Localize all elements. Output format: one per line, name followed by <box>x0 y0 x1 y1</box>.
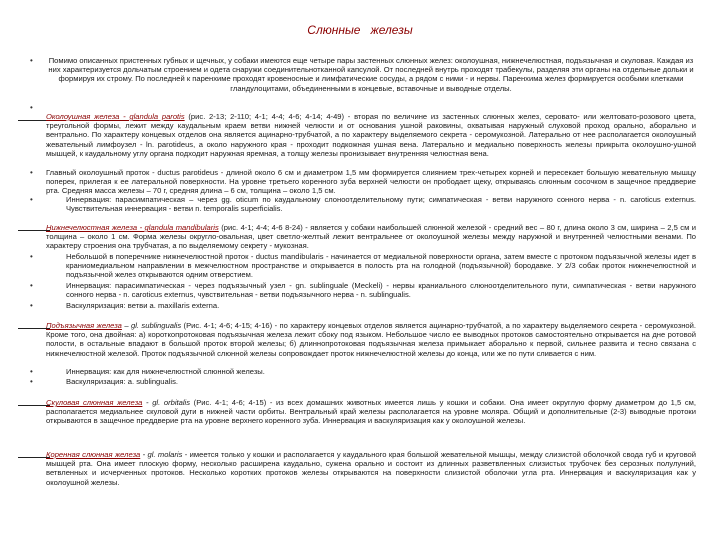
mandibular-vascular: Васкуляризация: ветви a. maxillaris externa. <box>66 301 220 310</box>
molar-text: - имеется только у кошки и располагается у каудального края большой жевательной мышцы, между слизистой оболочкой свода губ и круговой мышцей рта. Она имеет плоскую форму, несколько расширена каудально, суженa орально и состоит из длинных разветвленных слизистых трубочек без серозных полулуний, ветвленных и исчерченных протоков. Несколько коротких протоков железы открываются на поверхности слизистой оболочки угла рта. Иннервация и васкуляризация как у околоушной железы. <box>46 450 696 487</box>
mandibular-paragraph <box>46 223 696 251</box>
bullet-marker: • <box>30 195 33 204</box>
molar-latin: - gl. molaris <box>140 450 183 459</box>
sublingual-latin: – gl. sublingualis <box>121 321 182 330</box>
title-word-1: Слюнные <box>307 23 361 37</box>
bullet-marker: • <box>30 377 33 386</box>
bullet-marker: • <box>30 367 33 376</box>
parotid-heading: Околоушная железа - glandula parotis <box>46 112 185 121</box>
zygomatic-text: (Рис. 4-1; 4-6; 4-15) - из всех домашних животных имеется лишь у кошки и собаки. Она имеет округлую форму диаметром до 1,5 см, располагается медиальнее скуловой дуги в нижней части орбиты. Вентральный край железы располагается на уровне моляра. Общий и дополнительные (2-3) выводные протоки открываются в защечное преддверие рта на уровне верхнего коренного зуба. Иннервация и васкуляризация как у околоушной железы. <box>46 398 697 426</box>
sublingual-heading: Подъязычная железа <box>46 321 122 330</box>
page-title <box>0 23 720 37</box>
zygomatic-paragraph <box>46 398 696 426</box>
bullet-marker: • <box>30 252 33 261</box>
bullet-marker: • <box>30 281 33 290</box>
zygomatic-heading: Скуловая слюнная железа <box>46 398 143 407</box>
title-word-2: железы <box>370 23 413 37</box>
parotid-text: (рис. 2-13; 2-110; 4-1; 4-4; 4-6; 4-14; 4-49) - вторая по величине из застенных слюнных желез, серовато- или желтовато-розового цвета, треугольной формы, лежит между каудальным краем ветви нижней челюсти и от основания ушной раковины, охватывая наружный слуховой проход орально, аборально и вентрально. По характеру концевых отделов она является ацинарно-трубчатой, а по характеру выделяемого секрета - серомукозной. Латерально от нее располагается околоушный жевательный лимфоузел - ln. parotideus, а около наружного края - проходит подкожная ушная вена. Латерально и медиально поверхность железы прикрыта околоушно-ушной мышцей, к каудальному углу органа подходит наружная яремная, а толщу железы пронизывает внутренняя челюстная вена. <box>46 112 696 158</box>
mandibular-duct-paragraph: Небольшой в поперечнике нижнечелюстной проток - ductus mandibularis - начинается от медиальной поверхности органа, затем вместе с протоком подъязычной железы идет в краниомедиальном направлении в межчелюстном пространстве и открывается в полость рта на голодной (подъязычной) бородавке. У 2/3 собак проток нижнечелюстной и подъязычной желез открываются одним отверстием. <box>66 252 696 280</box>
molar-heading: Коренная слюнная железа <box>46 450 141 459</box>
parotid-innervation: Иннервация: парасимпатическая – через gg. oticum по каудальному слоноотделительному пути; симпатическая - ветви наружного сонного нерва - n. caroticus externus. Чувствительная иннервация - ветви n. temporalis superficialis. <box>66 195 696 214</box>
molar-paragraph <box>46 450 696 487</box>
parotid-paragraph <box>46 112 696 158</box>
bullet-marker: • <box>30 168 33 177</box>
zygomatic-latin: - gl. orbitalis <box>142 398 191 407</box>
parotid-duct-paragraph: Главный околоушный проток - ductus parotideus - длиной около 6 см и диаметром 1,5 мм формируется слиянием трех-четырех корней и пересекает большую жевательную мышцу поперек, прилегая к ее латеральной поверхности. На уровне третьего коренного зуба верхней челюсти он прободает щеку, открываясь слюнным сосочком в защечное преддверие рта. Средняя масса железы – 70 г, средняя длина – 6 см, толщина – около 1,5 см. <box>46 168 696 196</box>
sublingual-paragraph <box>46 321 696 358</box>
bullet-marker: • <box>30 56 33 65</box>
mandibular-innervation: Иннервация: парасимпатическая - через подъязычный узел - gn. sublinguale (Meckeli) - нервы краниального слюноотделительного пути, симпатическая - ветви наружного сонного нерва - n. caroticus externus, чувствительная - ветви подъязычного нерва - n. sublingualis. <box>66 281 696 300</box>
sublingual-innervation: Иннервация: как для нижнечелюстной слюнной железы. <box>66 367 265 376</box>
sublingual-vascular: Васкуляризация: a. sublingualis. <box>66 377 178 386</box>
bullet-marker: • <box>30 103 33 112</box>
mandibular-heading: Нижнечелюстная железа - glandula mandibularis <box>46 223 219 232</box>
bullet-marker: • <box>30 301 33 310</box>
sublingual-text: (Рис. 4-1; 4-6; 4-15; 4-16) - по характеру концевых отделов является ацинарно-трубчатой, а по характеру выделяемого секрета - серомукозной. Кроме того, она двойная: а) короткопротоковая подъязычная железа лежит сбоку под языком. Небольшое число ее выводных протоков самостоятельно открывается на дне ротовой полости, в остальные впадают в большой проток второй железы; б) длиннопротоковая подъязычная железа примыкает аборально к первой, сильнее развита и тесно связана с нижнечелюстной железой. Проток подъязычной слюнной железы сопровождает проток нижнечелюстной железы до конца, или же по пути сливается с ним. <box>46 321 696 358</box>
intro-paragraph: Помимо описанных пристенных губных и щечных, у собаки имеются еще четыре пары застенных слюнных желез: околоушная, нижнечелюстная, подъязычная и скуловая. Каждая из них характеризуется дольчатым строением и одета снаружи соединительнотканной капсулой. От последней внутрь проходят трабекулы, разделяя эти органы на отдельные дольки и формируя их строму. По последней к паренхиме проходят кровеносные и лимфатические сосуды, а рядом с ними - и нервы. Паренхима желез формируется особыми клетками гландулоцитами, объединенными в концевые, вставочные и выводные отделы. <box>48 56 694 93</box>
mandibular-text: (рис. 4-1; 4-4; 4-6 8-24) - является у собаки наибольшей слюнной железой - средний вес – 80 г, длина около 3 см, ширина – 2,5 см и толщина – около 1 см. Форма железы округло-овальная, цвет светло-желтый лежит вентральнее от околоушной железы между наружной и внутренней челюстными венами. По характеру строения она трубчатая, а по выделяемому секрету - мукозная. <box>46 223 696 251</box>
